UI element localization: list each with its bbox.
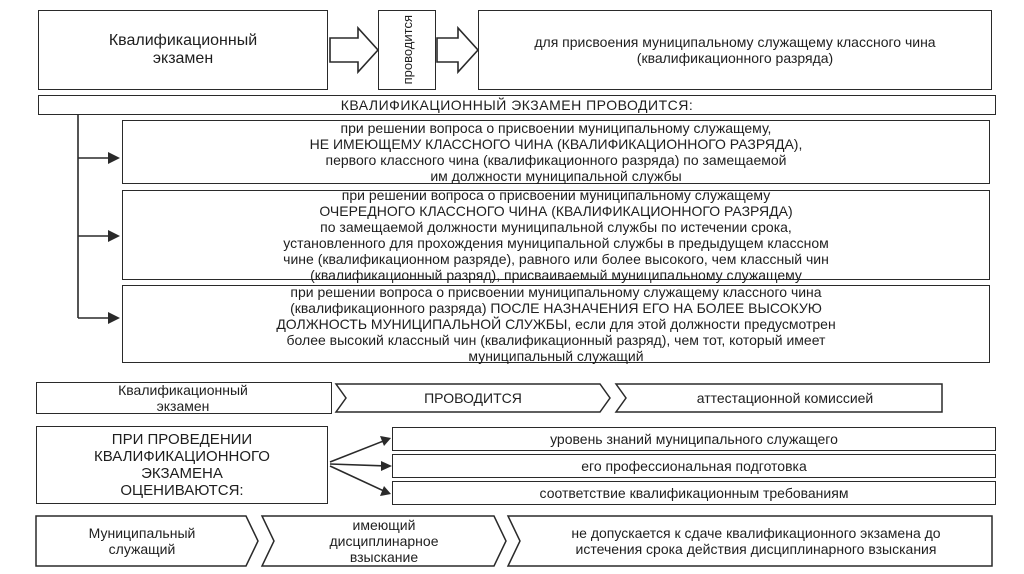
conducted-label: проводится	[399, 15, 415, 85]
case-line: первого классного чина (квалификационного разряда) по замещаемой	[325, 152, 787, 168]
case-line: муниципальный служащий	[468, 348, 644, 364]
case-line: более высокий классный чин (квалификационный разряд), чем тот, который имеет	[286, 332, 826, 348]
evaluation-item-label: его профессиональная подготовка	[581, 458, 807, 474]
exam-label-2: Квалификационный экзамен	[118, 382, 248, 414]
case-line: ДОЛЖНОСТЬ МУНИЦИПАЛЬНОЙ СЛУЖБЫ, если для этой должности предусмотрен	[276, 316, 836, 332]
case-line: ОЧЕРЕДНОГО КЛАССНОГО ЧИНА (КВАЛИФИКАЦИОННОГО РАЗРЯДА)	[319, 203, 793, 219]
case-line: чине (квалификационном разряде), равного или более высокого, чем классный чин	[283, 251, 829, 267]
not-admitted-box	[522, 518, 990, 564]
disciplinary-box	[276, 518, 492, 564]
evaluation-source-label: ПРИ ПРОВЕДЕНИИ КВАЛИФИКАЦИОННОГО ЭКЗАМЕНА ОЦЕНИВАЮТСЯ:	[94, 431, 270, 499]
case-line: (квалификационного разряда) ПОСЛЕ НАЗНАЧЕНИЯ ЕГО НА БОЛЕЕ ВЫСОКУЮ	[290, 300, 822, 316]
case-line: НЕ ИМЕЮЩЕМУ КЛАССНОГО ЧИНА (КВАЛИФИКАЦИОННОГО РАЗРЯДА),	[309, 136, 803, 152]
servant-box	[40, 518, 244, 564]
not-admitted-label: не допускается к сдаче квалификационного экзамена до истечения срока действия дисциплинарного взыскания	[571, 525, 941, 557]
case-line: при решении вопроса о присвоении муниципальному служащему классного чина	[290, 284, 822, 300]
evaluation-item-label: соответствие квалификационным требованиям	[539, 485, 849, 501]
case-line: установленного для прохождения муниципальной службы в предыдущем классном	[283, 235, 829, 251]
conducted-label-2: ПРОВОДИТСЯ	[424, 390, 522, 406]
case-line: при решении вопроса о присвоении муниципальному служащему	[341, 187, 771, 203]
evaluation-item-label: уровень знаний муниципального служащего	[550, 431, 838, 447]
case-line: при решении вопроса о присвоении муниципальному служащему,	[340, 120, 772, 136]
purpose-label: для присвоения муниципальному служащему классного чина (квалификационного разряда)	[534, 34, 936, 66]
case-line: им должности муниципальной службы	[430, 168, 682, 184]
servant-label: Муниципальный служащий	[88, 525, 196, 557]
case-line: (квалификационный разряд), присваиваемый муниципальному служащему	[310, 267, 802, 283]
exam-label: Квалификационный экзамен	[108, 32, 258, 67]
disciplinary-label: имеющий дисциплинарное взыскание	[329, 517, 439, 565]
conducted-header-label: КВАЛИФИКАЦИОННЫЙ ЭКЗАМЕН ПРОВОДИТСЯ:	[340, 97, 694, 113]
commission-label: аттестационной комиссией	[696, 390, 874, 406]
case-line: по замещаемой должности муниципальной службы по истечении срока,	[320, 219, 792, 235]
